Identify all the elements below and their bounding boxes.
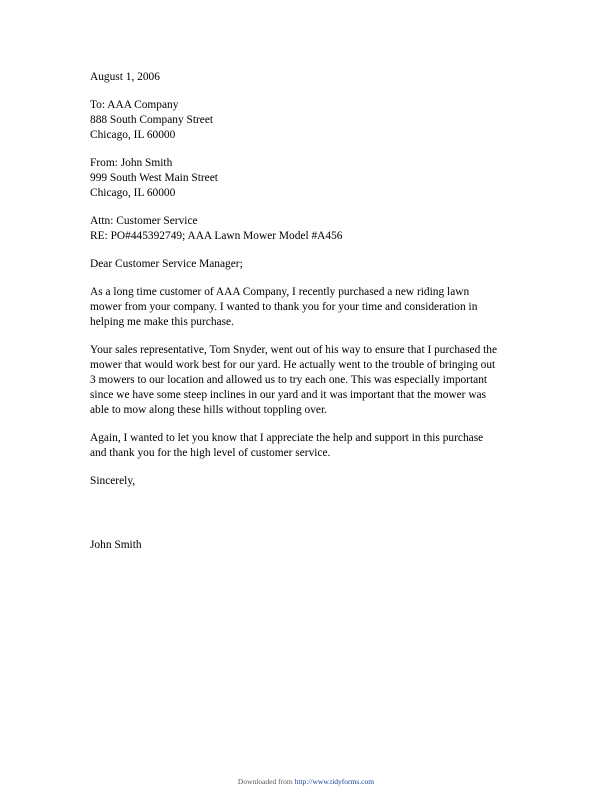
paragraph-line: Again, I wanted to let you know that I appreciate the help and support in this purchase bbox=[90, 432, 484, 444]
paragraph-line: since we have some steep inclines in our yard and it was important that the mower was bbox=[90, 389, 487, 401]
reference-line: RE: PO#445392749; AAA Lawn Mower Model #A456 bbox=[90, 230, 343, 242]
paragraph-line: mower from your company. I wanted to thank you for your time and consideration in bbox=[90, 301, 478, 313]
paragraph-line: Your sales representative, Tom Snyder, went out of his way to ensure that I purchased the bbox=[90, 344, 498, 356]
salutation: Dear Customer Service Manager; bbox=[90, 258, 243, 270]
paragraph-line: able to mow along these hills without toppling over. bbox=[90, 404, 327, 416]
paragraph-3 bbox=[90, 431, 530, 461]
closing: Sincerely, bbox=[90, 475, 136, 487]
attention-line: Attn: Customer Service bbox=[90, 215, 198, 227]
paragraph-line: and thank you for the high level of customer service. bbox=[90, 447, 331, 459]
reference-block bbox=[90, 214, 530, 244]
download-footer bbox=[0, 777, 612, 787]
paragraph-line: mower that would work best for our yard. He actually went to the trouble of bringing out bbox=[90, 359, 496, 371]
recipient-line: Chicago, IL 60000 bbox=[90, 129, 176, 141]
paragraph-2 bbox=[90, 343, 530, 418]
footer-prefix: Downloaded from bbox=[237, 777, 295, 786]
recipient-line: 888 South Company Street bbox=[90, 114, 214, 126]
signature-name: John Smith bbox=[90, 539, 142, 551]
letter-date: August 1, 2006 bbox=[90, 71, 160, 83]
sender-line: Chicago, IL 60000 bbox=[90, 187, 176, 199]
sender-line: From: John Smith bbox=[90, 157, 173, 169]
sender-address bbox=[90, 156, 530, 201]
recipient-line: To: AAA Company bbox=[90, 99, 179, 111]
paragraph-1 bbox=[90, 285, 530, 330]
paragraph-line: 3 mowers to our location and allowed us to try each one. This was especially important bbox=[90, 374, 488, 386]
sender-line: 999 South West Main Street bbox=[90, 172, 218, 184]
letter-body bbox=[90, 70, 530, 553]
paragraph-line: As a long time customer of AAA Company, I recently purchased a new riding lawn bbox=[90, 286, 470, 298]
recipient-address bbox=[90, 98, 530, 143]
paragraph-line: helping me make this purchase. bbox=[90, 316, 234, 328]
footer-link[interactable]: http://www.tidyforms.com bbox=[294, 777, 375, 786]
